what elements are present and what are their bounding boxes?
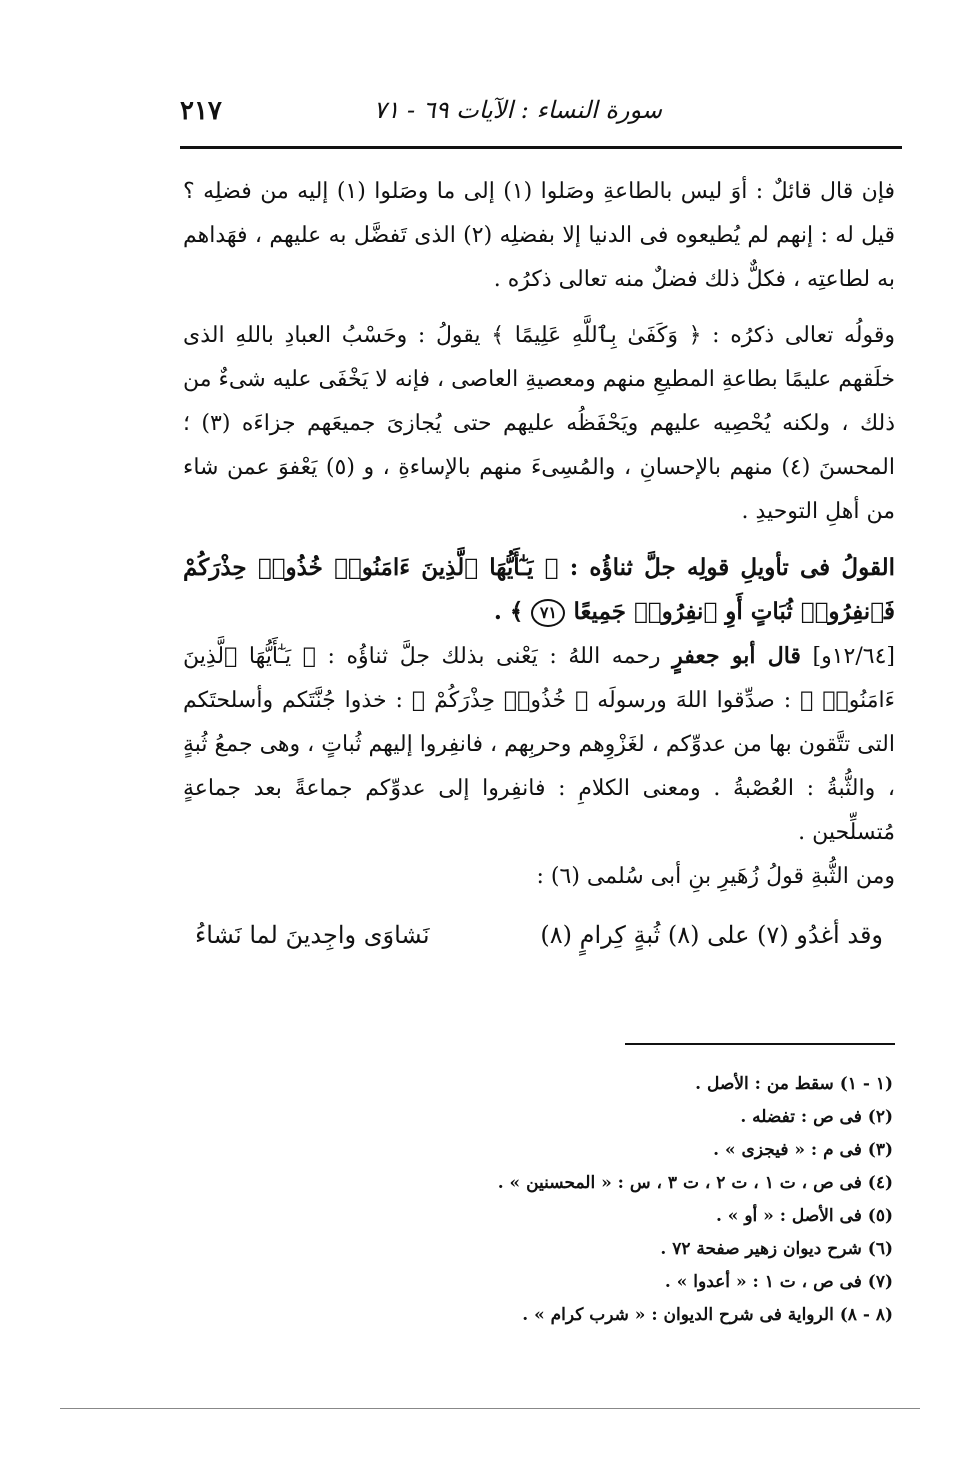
footnote: (٤) فى ص ، ت ١ ، ت ٢ ، ت ٣ ، س : « المحسنين » . bbox=[497, 1173, 893, 1193]
main-text bbox=[183, 170, 895, 957]
author-name: قال أبو جعفرٍ bbox=[672, 643, 801, 669]
header-rule bbox=[180, 146, 902, 149]
footnote: (٦) شرح ديوان زهير صفحة ٧٢ . bbox=[660, 1239, 893, 1259]
poem-second-hemistich: نَشاوَى واجِدينَ لما نَشاءُ bbox=[195, 921, 430, 949]
page-number: ٢١٧ bbox=[180, 96, 222, 126]
paragraph-3-text: رحمه اللهُ : يَعْنى بذلك جلَّ ثناؤُه : ﴿ يَـٰٓأَيُّهَا ٱلَّذِينَ ءَامَنُوا۟ ﴾ : صدِّقوا اللهَ ورسولَه ﴿ خُذُوا۟ حِذْرَكُمْ ﴾ : خذوا جُنَّتَكم وأسلحتَكم التى تتَّقون بها من عدوِّكم ، لغَزْوِهم وحربِهم ، فانفِروا إليهم ثُباتٍ ، وهى جمعُ ثُبةٍ ، والثُّبةُ : العُصْبةُ . ومعنى الكلامِ : فانفِروا إلى عدوِّكم جماعةً بعد جماعةٍ مُتسلِّحين . bbox=[183, 644, 895, 845]
manuscript-ref: [١٢/٦٤و] bbox=[812, 644, 896, 669]
footnote: (٥) فى الأصل : « أو » . bbox=[715, 1206, 893, 1226]
footnote: (٣) فى م : « فيجزى » . bbox=[713, 1140, 893, 1160]
footnote-rule bbox=[625, 1043, 895, 1045]
heading-close: ﴾ . bbox=[493, 598, 524, 625]
running-title: سورة النساء : الآيات ٦٩ - ٧١ bbox=[373, 96, 662, 124]
paragraph-4: ومن الثُّبةِ قولُ زُهَيرِ بنِ أبى سُلمى (٦) : bbox=[536, 864, 895, 889]
page-bottom-edge bbox=[60, 1408, 920, 1409]
paragraph-1: فإن قال قائلٌ : أوَ ليس بالطاعةِ وصَلوا (١) إلى ما وصَلوا (١) إليه من فضلِه ؟ قيل له : إنهم لم يُطيعوه فى الدنيا إلا بفضلِه (٢) الذى تَفضَّل به عليهم ، فهَداهم به لطاعتِه ، فكلٌّ ذلك فضلٌ منه تعالى ذكرُه . bbox=[183, 179, 896, 292]
footnote: (١ - ١) سقط من : الأصل . bbox=[695, 1074, 893, 1094]
page-header bbox=[180, 92, 902, 138]
footnote: (٢) فى ص : تفضله . bbox=[740, 1107, 893, 1127]
poem-verse bbox=[183, 913, 895, 957]
paragraph-3 bbox=[183, 634, 895, 855]
footnotes bbox=[181, 1068, 893, 1332]
footnote: (٨ - ٨) الرواية فى شرح الديوان : « شرب كرام » . bbox=[522, 1305, 893, 1325]
verse-number-badge: ٧١ bbox=[531, 599, 565, 627]
paragraph-2: وقولُه تعالى ذكرُه : ﴿ وَكَفَىٰ بِٱللَّهِ عَلِيمًا ﴾ يقولُ : وحَسْبُ العبادِ باللهِ الذى خلَقهم عليمًا بطاعةِ المطيعِ منهم ومعصيةِ العاصى ، فإنه لا يَخْفَى عليه شىءٌ من ذلك ، ولكنه يُحْصِيه عليهم ويَحْفَظُه عليهم حتى يُجازىَ جميعَهم جزاءَه (٣) ؛ المحسنَ (٤) منهم بالإحسانِ ، والمُسِىءَ منهم بالإساءةِ ، و (٥) يَعْفوَ عمن شاء من أهلِ التوحيدِ . bbox=[183, 323, 895, 524]
heading-verse: ﴿ يَـٰٓأَيُّهَا ٱلَّذِينَ ءَامَنُوا۟ خُذُوا۟ حِذْرَكُمْ فَٱنفِرُوا۟ ثُبَاتٍ أَوِ ٱنفِرُوا۟ جَمِيعًا bbox=[183, 554, 895, 625]
heading-text: القولُ فى تأويلِ قولِه جلَّ ثناؤُه : bbox=[569, 554, 895, 581]
section-heading bbox=[183, 546, 895, 634]
footnote: (٧) فى ص ، ت ١ : « أعدوا » . bbox=[664, 1272, 893, 1292]
poem-first-hemistich: وقد أغدُو (٧) على (٨) ثُبةٍ كِرامٍ (٨) bbox=[540, 921, 883, 949]
